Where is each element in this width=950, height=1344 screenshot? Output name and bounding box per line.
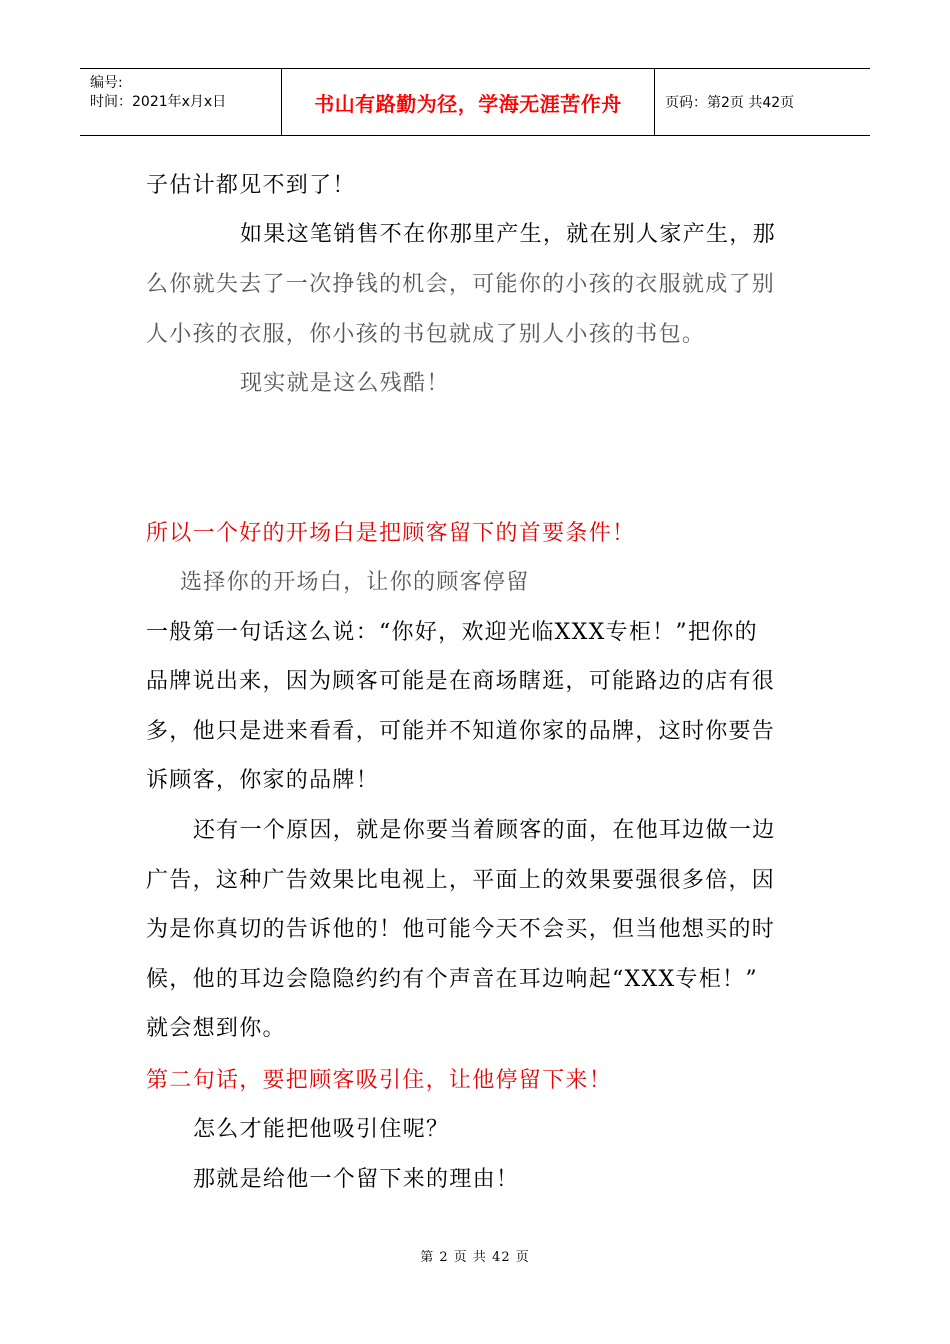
header-motto-cell bbox=[282, 69, 655, 135]
header-page-cell bbox=[655, 69, 870, 135]
header-page-label: 页码：第2页 共42页 bbox=[665, 95, 795, 111]
header-motto: 书山有路勤为径，学海无涯苦作舟 bbox=[314, 91, 622, 116]
body-line: 人小孩的衣服，你小孩的书包就成了别人小孩的书包。 bbox=[146, 322, 706, 347]
page-header bbox=[80, 68, 870, 136]
body-line: 一般第一句话这么说：“你好，欢迎光临XXX专柜！”把你的 bbox=[146, 620, 758, 645]
doc-number-label: 编号: bbox=[90, 75, 123, 91]
body-line: 品牌说出来，因为顾客可能是在商场瞎逛，可能路边的店有很 bbox=[146, 669, 776, 694]
section-heading: 第二句话，要把顾客吸引住，让他停留下来！ bbox=[146, 1068, 613, 1093]
page-footer: 第 2 页 共 42 页 bbox=[420, 1250, 530, 1265]
body-line: 现实就是这么残酷！ bbox=[240, 371, 450, 396]
body-line: 多，他只是进来看看，可能并不知道你家的品牌，这时你要告 bbox=[146, 719, 776, 744]
body-line: 选择你的开场白，让你的顾客停留 bbox=[180, 570, 530, 595]
body-line: 广告，这种广告效果比电视上，平面上的效果要强很多倍，因 bbox=[146, 868, 776, 893]
header-meta-cell bbox=[80, 69, 282, 135]
body-line: 那就是给他一个留下来的理由！ bbox=[193, 1167, 520, 1192]
body-line: 么你就失去了一次挣钱的机会，可能你的小孩的衣服就成了别 bbox=[146, 272, 776, 297]
body-line: 诉顾客，你家的品牌！ bbox=[146, 768, 380, 793]
body-line: 如果这笔销售不在你那里产生，就在别人家产生，那 bbox=[240, 222, 776, 247]
body-line: 为是你真切的告诉他的！他可能今天不会买，但当他想买的时 bbox=[146, 917, 776, 942]
body-line: 就会想到你。 bbox=[146, 1016, 286, 1041]
body-line: 候，他的耳边会隐隐约约有个声音在耳边响起“XXX专柜！” bbox=[146, 967, 758, 992]
body-line: 子估计都见不到了！ bbox=[146, 173, 356, 198]
doc-time-label: 时间：2021年x月x日 bbox=[90, 94, 227, 110]
body-line: 还有一个原因，就是你要当着顾客的面，在他耳边做一边 bbox=[193, 818, 776, 843]
body-line: 怎么才能把他吸引住呢？ bbox=[193, 1117, 450, 1142]
section-heading: 所以一个好的开场白是把顾客留下的首要条件！ bbox=[146, 521, 636, 546]
